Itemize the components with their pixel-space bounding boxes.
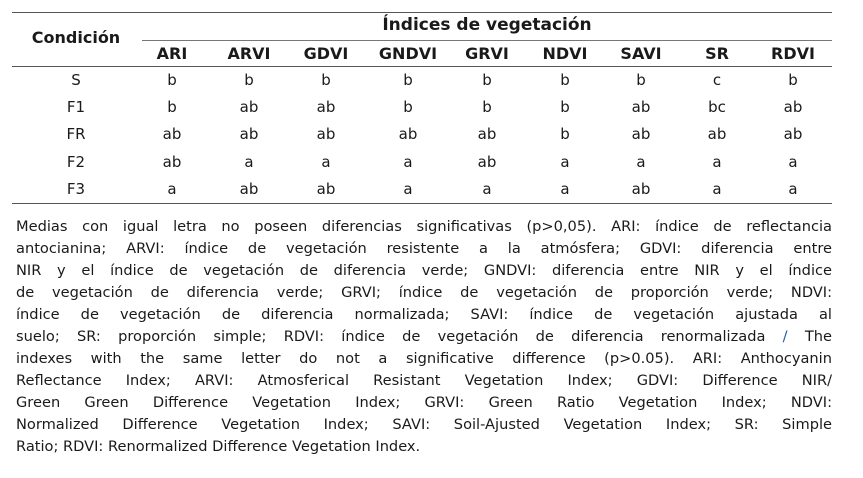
table-cell: b (636, 71, 646, 89)
column-header-rdvi: RDVI (771, 44, 815, 63)
table-cell: ab (477, 125, 497, 143)
column-header-gdvi: GDVI (303, 44, 349, 63)
row-label: F2 (66, 153, 86, 171)
table-cell: a (636, 153, 646, 171)
table-cell: b (788, 71, 798, 89)
table-cell: ab (239, 180, 259, 198)
row-label: S (71, 71, 81, 89)
table-cell: b (560, 98, 570, 116)
note-line-tail: The (804, 328, 832, 345)
table-cell: a (788, 180, 798, 198)
table-cell: c (712, 71, 722, 89)
table-cell: a (712, 180, 722, 198)
note-line: Green Green Difference Vegetation Index; GRVI: Green Ratio Vegetation Index; NDVI: (16, 394, 832, 411)
table-cell: a (712, 153, 722, 171)
table-cell: a (482, 180, 492, 198)
note-line: Normalized Difference Vegetation Index; SAVI: Soil-Ajusted Vegetation Index; SR: Simple (16, 416, 832, 433)
column-header-ari: ARI (156, 44, 188, 63)
table-cell: b (403, 98, 413, 116)
table-cell: a (788, 153, 798, 171)
note-line: Reflectance Index; ARVI: Atmosferical Resistant Vegetation Index; GDVI: Difference NIR/ (16, 372, 832, 389)
table-cell: b (560, 71, 570, 89)
table-cell: ab (316, 180, 336, 198)
column-header-ndvi: NDVI (542, 44, 588, 63)
note-line: indexes with the same letter do not a significative difference (p>0.05). ARI: Anthocyanin (16, 350, 832, 367)
note-line: de vegetación de diferencia verde; GRVI; índice de vegetación de proporción verde; NDVI: (16, 284, 832, 301)
table-cell: ab (707, 125, 727, 143)
note-line: Ratio; RDVI: Renormalized Difference Vegetation Index. (16, 438, 421, 455)
table-cell: a (403, 180, 413, 198)
column-header-arvi: ARVI (227, 44, 271, 63)
table-footnote (16, 216, 832, 458)
table-cell: ab (316, 98, 336, 116)
table-cell: a (244, 153, 254, 171)
table-cell: ab (631, 125, 651, 143)
table-cell: ab (239, 98, 259, 116)
note-line-with-separator (16, 326, 832, 348)
table-cell: ab (783, 98, 803, 116)
table-cell: ab (631, 98, 651, 116)
table-top-rule (12, 12, 832, 13)
table-cell: ab (162, 125, 182, 143)
table-cell: a (560, 153, 570, 171)
table-cell: b (321, 71, 331, 89)
table-cell: b (167, 98, 177, 116)
table-cell: b (244, 71, 254, 89)
row-label: F1 (66, 98, 86, 116)
column-header-grvi: GRVI (465, 44, 509, 63)
note-line: NIR y el índice de vegetación de diferencia verde; GNDVI: diferencia entre NIR y el índice (16, 262, 832, 279)
table-bottom-rule (12, 203, 832, 204)
row-header: Condición (31, 28, 121, 47)
header-rule (12, 66, 832, 67)
table-cell: a (560, 180, 570, 198)
table-cell: a (167, 180, 177, 198)
table-cell: a (321, 153, 331, 171)
table-cell: bc (708, 98, 726, 116)
table-cell: ab (783, 125, 803, 143)
column-header-savi: SAVI (620, 44, 662, 63)
table-cell: b (167, 71, 177, 89)
language-separator: / (782, 328, 788, 345)
group-header-rule (142, 40, 832, 41)
table-cell: b (560, 125, 570, 143)
note-line-text: suelo; SR: proporción simple; RDVI: índice de vegetación de diferencia renormalizada (16, 328, 766, 345)
column-header-gndvi: GNDVI (378, 44, 438, 63)
table-cell: b (482, 71, 492, 89)
table-cell: ab (398, 125, 418, 143)
note-line: antocianina; ARVI: índice de vegetación resistente a la atmósfera; GDVI: diferencia entre (16, 240, 832, 257)
table-cell: ab (239, 125, 259, 143)
table-cell: b (482, 98, 492, 116)
table-cell: a (403, 153, 413, 171)
table-cell: b (403, 71, 413, 89)
table-cell: ab (631, 180, 651, 198)
note-line: índice de vegetación de diferencia normalizada; SAVI: índice de vegetación ajustada al (16, 306, 832, 323)
row-label: F3 (66, 180, 86, 198)
row-label: FR (66, 125, 86, 143)
table-cell: ab (162, 153, 182, 171)
column-header-sr: SR (705, 44, 729, 63)
group-header: Índices de vegetación (382, 15, 592, 35)
table-cell: ab (477, 153, 497, 171)
note-line: Medias con igual letra no poseen diferencias significativas (p>0,05). ARI: índice de reflectancia (16, 218, 832, 235)
table-cell: ab (316, 125, 336, 143)
